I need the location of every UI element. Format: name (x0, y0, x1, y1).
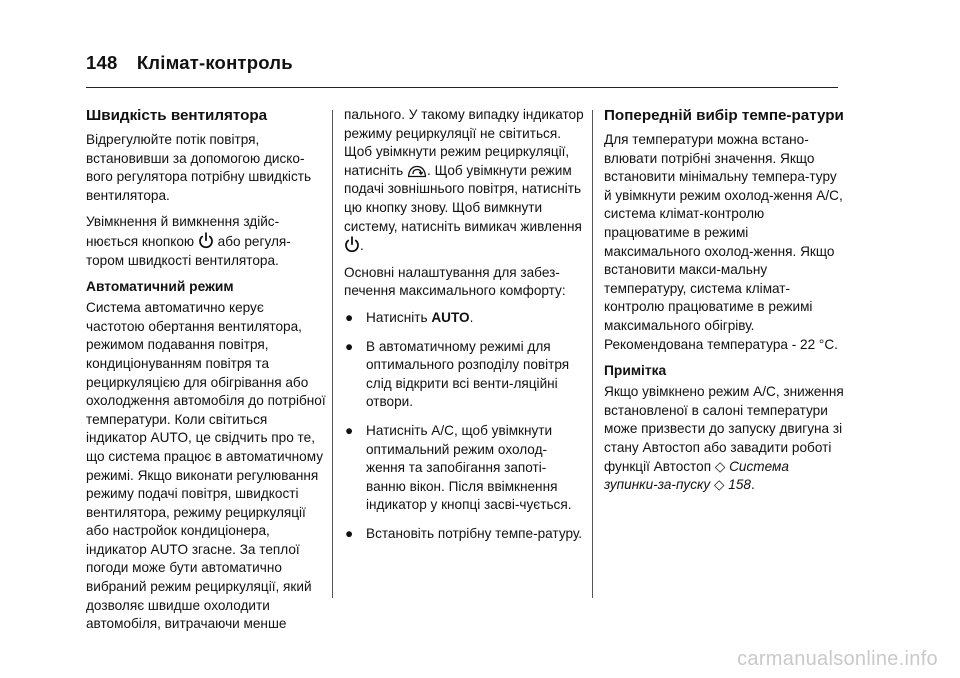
recirc-text-b: . Щоб увімкнути режим подачі зовнішнього повітря, натисніть цю кнопку знову. Щоб вимкнути систему, натисніть вимикач живлення (344, 162, 582, 234)
note-text: Якщо увімкнено режим A/C, зниження встановленої в салоні температури може призвести до запуску двигуна зі стану Автостоп або завадити роботі функції Автостоп (604, 384, 844, 474)
column-2 (344, 106, 584, 553)
cross-reference-icon: ◇ (714, 458, 726, 474)
list-item-text: В автоматичному режимі для оптимального розподілу повітря слід відкрити всі венти-ляційні отвори. (366, 338, 570, 410)
note-end: . (750, 477, 755, 493)
section-title-auto-mode: Автоматичний режим (86, 279, 234, 295)
column-1 (86, 106, 326, 642)
page-header (86, 52, 846, 74)
comfort-list (344, 309, 584, 544)
temperature-paragraph: Для температури можна встано-влювати потрібні значення. Якщо встановити мінімальну темпера-туру й увімкнути режим охолод-ження A/C, система клімат-контролю працюватиме в режимі максимального охолод-ження. Якщо встановити макси-мальну температуру, система клімат-контролю працюватиме в режимі максимального обігріву. Рекомендована температура - 22 °C. (604, 132, 843, 352)
list-item (344, 309, 584, 328)
list-item-text-end: . (469, 309, 474, 325)
column-divider-1 (332, 110, 333, 598)
list-item-text: Натисніть A/C, щоб увімкнути оптимальний режим охолод-ження та запобігання запоті-ванню вікон. Після ввімкнення індикатор у кнопці засві-чується. (366, 422, 572, 513)
power-icon (198, 232, 214, 249)
page-reference-icon: ◇ (714, 477, 725, 493)
auto-mode-paragraph: Система автоматично керує частотою обертання вентилятора, режимом подавання повітря, кондиціонуванням повітря та рециркуляцією для обігрівання або охолодження автомобіля до потрібної температури. Коли світиться індикатор AUTO, це свідчить про те, що система працює в автоматичному режимі. Якщо виконати регулювання режиму подачі повітря, швидкості вентилятора, режиму рециркуляції або настройок кондиціонера, індикатор AUTO згасне. За теплої погоди може бути автоматично вибраний режим рециркуляції, який дозволяє швидше охолодити автомобіля, витрачаючи менше (86, 300, 326, 632)
recirc-text-c: . (360, 238, 364, 254)
recirculation-icon (407, 164, 427, 178)
recirculation-paragraph (344, 106, 584, 256)
auto-label: AUTO (431, 309, 470, 325)
comfort-intro: Основні налаштування для забез-печення максимального комфорту: (344, 264, 566, 299)
list-item (344, 422, 584, 515)
chapter-title: Клімат-контроль (136, 52, 293, 73)
list-item (344, 338, 584, 412)
section-title-fan-speed: Швидкість вентилятора (86, 107, 268, 124)
fan-power-text-a: Увімкнення й вимкнення здійс-нюється кнопкою (86, 214, 280, 249)
note-title: Примітка (604, 363, 667, 379)
fan-power-paragraph (86, 213, 326, 270)
note-paragraph (604, 383, 844, 495)
bullet-icon: ● (345, 309, 354, 325)
power-switch-icon (344, 236, 360, 253)
column-3 (604, 106, 844, 503)
watermark: carmanualsonline.info (737, 648, 938, 670)
cross-reference-link[interactable]: Система зупинки-за-пуску (604, 458, 789, 493)
recirc-text-a: пального. У такому випадку індикатор режиму рециркуляції не світиться. Щоб увімкнути режим рециркуляції, натисніть (344, 107, 584, 178)
header-divider (86, 87, 838, 88)
fan-power-text-b: або регуля-тором швидкості вентилятора. (86, 233, 291, 268)
bullet-icon: ● (345, 338, 354, 354)
bullet-icon: ● (345, 422, 354, 438)
page-number: 148 (86, 52, 118, 73)
bullet-icon: ● (345, 525, 354, 541)
list-item-text: Натисніть (366, 309, 432, 325)
section-title-temperature-preset: Попередній вибір темпе-ратури (604, 107, 844, 124)
fan-speed-paragraph: Відрегулюйте потік повітря, встановивши за допомогою диско-вого регулятора потрібну швидкість вентилятора. (86, 132, 312, 203)
column-divider-2 (592, 110, 593, 598)
list-item (344, 525, 584, 544)
page-reference-link[interactable]: 158 (728, 477, 751, 493)
list-item-text: Встановіть потрібну темпе-ратуру. (366, 525, 583, 541)
